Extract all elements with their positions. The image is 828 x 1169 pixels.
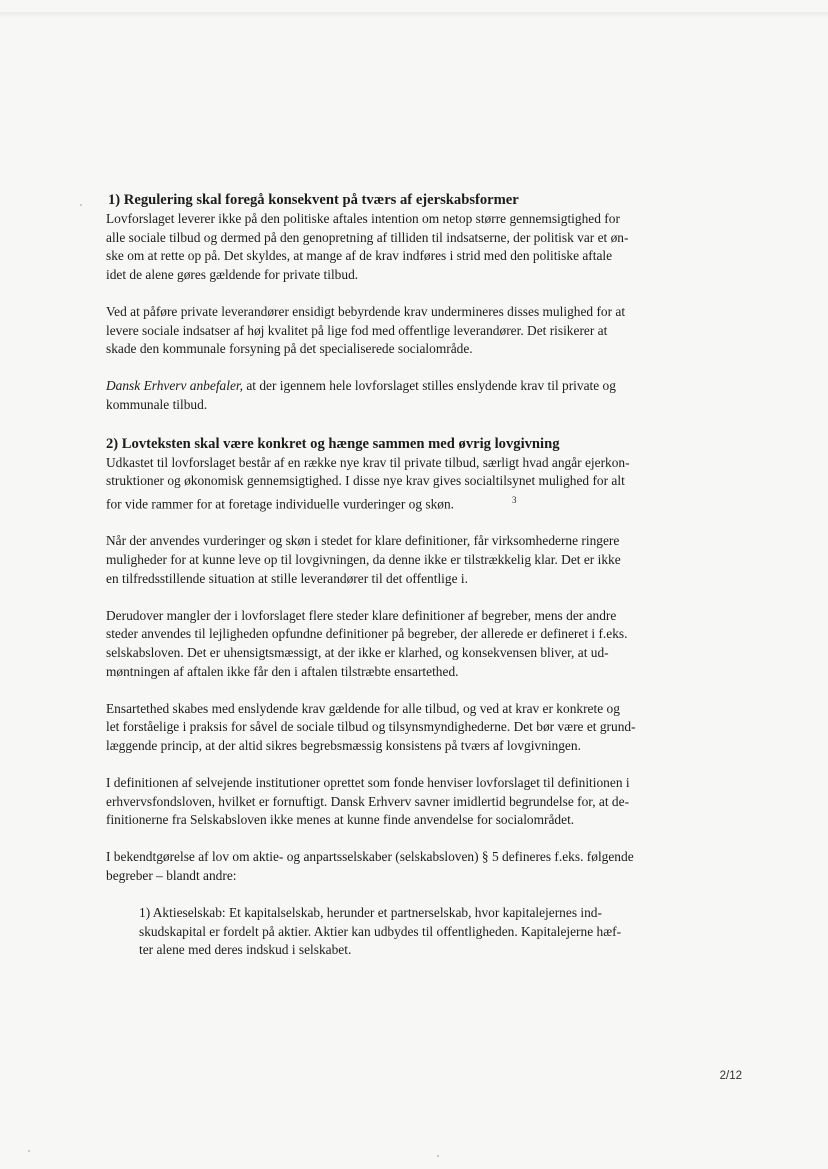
text-line: læggende princip, at der altid sikres begrebsmæssig konsistens på tværs af lovgivningen. bbox=[106, 737, 581, 753]
text-line: I bekendtgørelse af lov om aktie- og anpartsselskaber (selskabsloven) § 5 defineres f.eks. følgende bbox=[106, 849, 634, 865]
section-2-heading: 2) Lovteksten skal være konkret og hænge sammen med øvrig lovgivning bbox=[106, 435, 560, 452]
section-2-paragraph-5 bbox=[106, 774, 718, 830]
section-2-paragraph-3 bbox=[106, 607, 718, 681]
text-line: skade den kommunale forsyning på det specialiserede socialområde. bbox=[106, 341, 473, 357]
document-body bbox=[106, 190, 718, 979]
section-1-paragraph-1 bbox=[106, 210, 718, 284]
text-line: Når der anvendes vurderinger og skøn i stedet for klare definitioner, får virksomhederne ringere bbox=[106, 533, 620, 549]
text-line bbox=[106, 377, 718, 396]
text-line: I definitionen af selvejende institutioner oprettet som fonde henviser lovforslaget til definitionen i bbox=[106, 775, 630, 791]
text-line: møntningen af aftalen ikke får den i aftalen tilstræbte ensartethed. bbox=[106, 663, 459, 679]
section-2-paragraph-6 bbox=[106, 848, 718, 885]
text-line: kommunale tilbud. bbox=[106, 396, 208, 412]
text-line: steder anvendes til lejligheden opfundne definitioner på begreber, der allerede er defineret i f.eks. bbox=[106, 626, 628, 642]
text-line: idet de alene gøres gældende for private tilbud. bbox=[106, 266, 359, 282]
text-line: struktioner og økonomisk gennemsigtighed. I disse nye krav gives socialtilsynet mulighed for alt bbox=[106, 473, 625, 489]
text-line: finitionerne fra Selskabsloven ikke menes at kunne finde anvendelse for socialområdet. bbox=[106, 812, 575, 828]
text-line: alle sociale tilbud og dermed på den genopretning af tilliden til indsatserne, der politisk var et øn- bbox=[106, 229, 629, 245]
text-line: begreber – blandt andre: bbox=[106, 868, 237, 884]
section-2-paragraph-2 bbox=[106, 532, 718, 588]
text-line: Ensartethed skabes med enslydende krav gældende for alle tilbud, og ved at krav er konkrete og bbox=[106, 700, 620, 716]
text-line: Derudover mangler der i lovforslaget flere steder klare definitioner af begreber, mens der andre bbox=[106, 607, 617, 623]
text-line: muligheder for at kunne leve op til lovgivningen, da denne ikke er tilstrækkelig klar. Det er ikke bbox=[106, 551, 621, 567]
text-line: levere sociale indsatser af høj kvalitet på lige fod med offentlige leverandører. Det risikerer at bbox=[106, 322, 608, 338]
text-line bbox=[106, 491, 718, 514]
page-number: 2/12 bbox=[719, 1070, 742, 1082]
text-line: en tilfredsstillende situation at stille leverandører til det offentlige i. bbox=[106, 570, 468, 586]
scan-edge bbox=[0, 12, 828, 18]
text-line: Udkastet til lovforslaget består af en række nye krav til private tilbud, særligt hvad angår ejerkon- bbox=[106, 454, 630, 470]
text-line: ter alene med deres indskud i selskabet. bbox=[139, 942, 352, 958]
text-line: skudskapital er fordelt på aktier. Aktier kan udbydes til offentligheden. Kapitalejerne hæf- bbox=[139, 923, 622, 939]
recommendation-text: at der igennem hele lovforslaget stilles enslydende krav til private og bbox=[242, 378, 616, 394]
text-line: Ved at påføre private leverandører ensidigt bebyrdende krav undermineres disses mulighed for at bbox=[106, 303, 626, 319]
text-line: Lovforslaget leverer ikke på den politiske aftales intention om netop større gennemsigtighed for bbox=[106, 211, 620, 226]
section-2-paragraph-1 bbox=[106, 454, 718, 514]
section-1-recommendation bbox=[106, 377, 718, 414]
footnote-marker: 3 bbox=[512, 494, 517, 505]
text-line: selskabsloven. Det er uhensigtsmæssigt, at der ikke er klarhed, og konsekvensen bliver, at ud- bbox=[106, 644, 609, 660]
recommendation-lead: Dansk Erhverv anbefaler, bbox=[106, 378, 243, 394]
scan-speck bbox=[80, 204, 82, 206]
text-segment: for vide rammer for at foretage individuelle vurderinger og skøn. bbox=[106, 496, 455, 512]
section-2-paragraph-4 bbox=[106, 700, 718, 756]
text-line: erhvervsfondsloven, hvilket er fornuftigt. Dansk Erhverv savner imidlertid begrundelse for, at de- bbox=[106, 793, 630, 809]
section-1-paragraph-2 bbox=[106, 303, 718, 359]
text-line: 1) Aktieselskab: Et kapitalselskab, herunder et partnerselskab, hvor kapitalejernes ind- bbox=[139, 905, 602, 921]
legal-quote bbox=[139, 904, 719, 960]
text-line: let forståelige i praksis for såvel de sociale tilbud og tilsynsmyndighederne. Det bør være et grund- bbox=[106, 719, 636, 735]
text-line: ske om at rette op på. Det skyldes, at mange af de krav indføres i strid med den politiske aftale bbox=[106, 248, 613, 264]
scan-speck bbox=[437, 1155, 439, 1157]
section-1-heading: 1) Regulering skal foregå konsekvent på tværs af ejerskabsformer bbox=[108, 192, 519, 208]
scan-speck bbox=[28, 1150, 30, 1152]
